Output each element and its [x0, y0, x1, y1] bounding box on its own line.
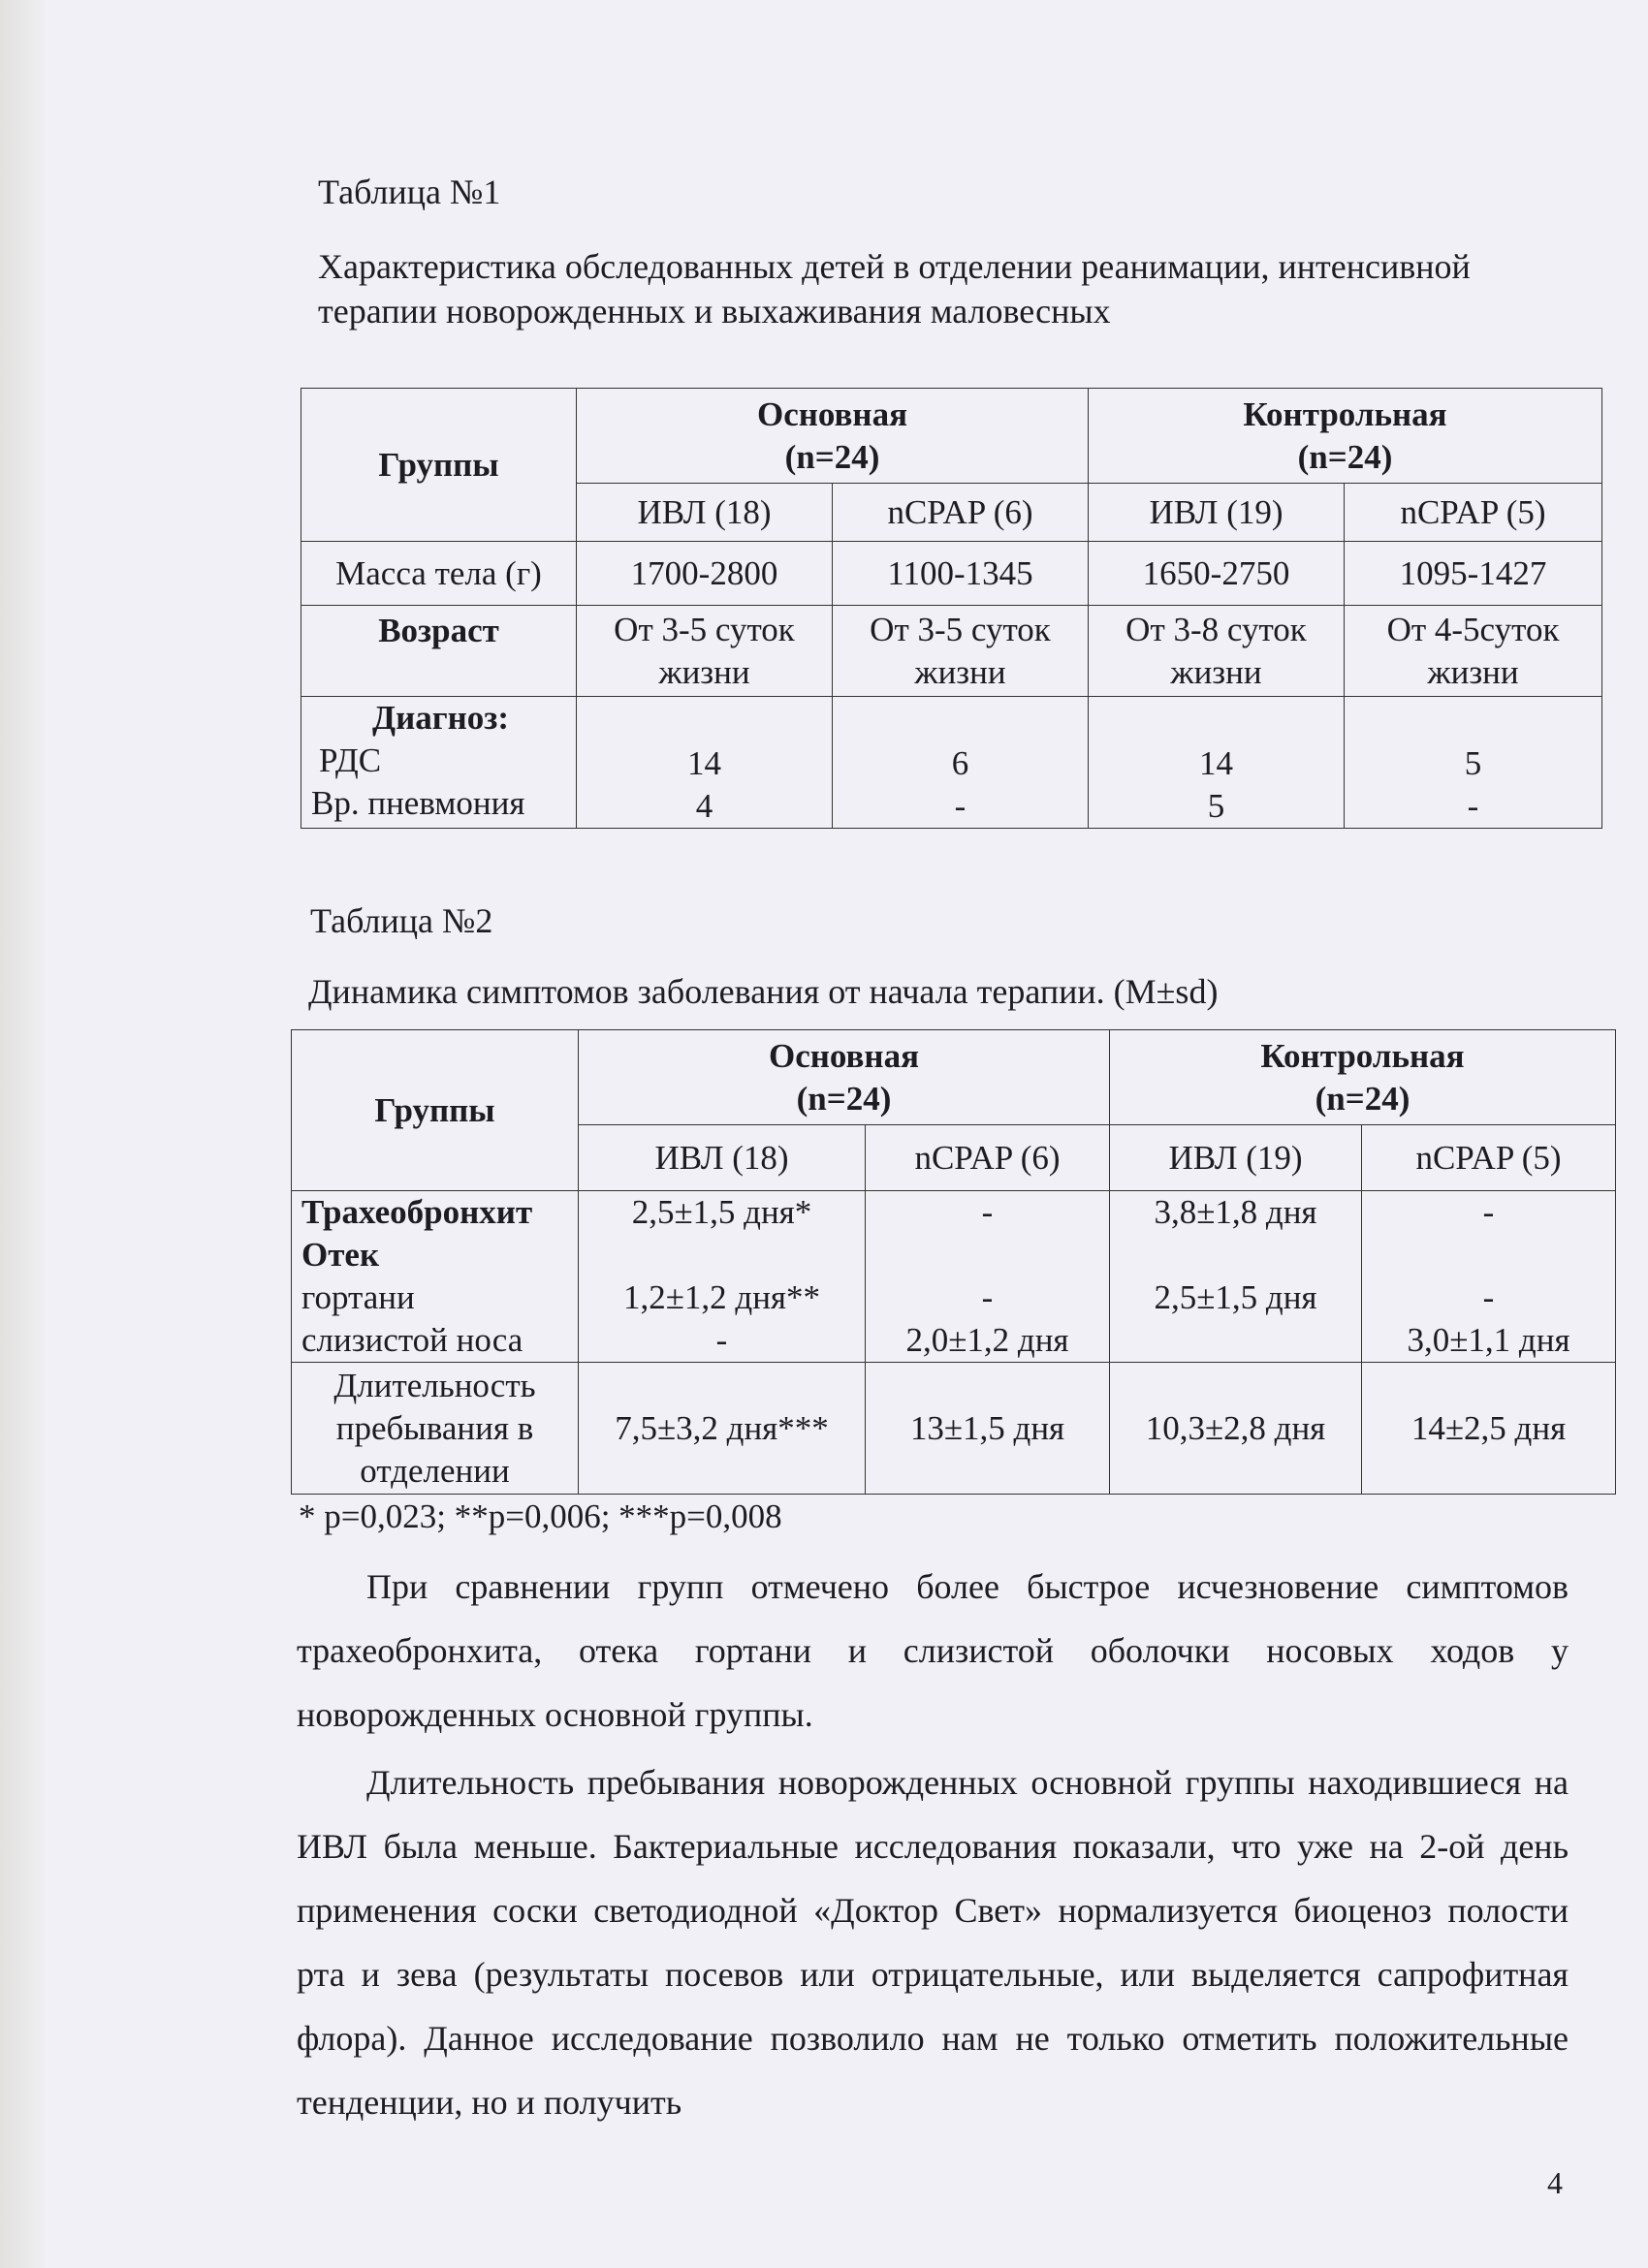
table-cell: 2,5±1,5 дня* 1,2±1,2 дня** -: [579, 1191, 866, 1363]
control-group-header: Контрольная (n=24): [1089, 389, 1602, 484]
table-cell: От 3-8 суток жизни: [1089, 606, 1345, 697]
table-cell: 1700-2800: [577, 542, 833, 606]
row-label-age: Возраст: [301, 606, 577, 697]
table-cell: От 3-5 суток жизни: [577, 606, 833, 697]
subgroup-header: ИВЛ (18): [579, 1125, 866, 1191]
table-cell: 13±1,5 дня: [866, 1363, 1110, 1495]
subgroup-header: ИВЛ (19): [1110, 1125, 1362, 1191]
row-label-symptoms: Трахеобронхит Отек гортани слизистой носа: [292, 1191, 579, 1363]
table-cell: 14±2,5 дня: [1362, 1363, 1616, 1495]
subgroup-header: ИВЛ (19): [1089, 484, 1345, 542]
table-cell: - - 3,0±1,1 дня: [1362, 1191, 1616, 1363]
subgroup-header: nCPAP (5): [1362, 1125, 1616, 1191]
table-cell: 3,8±1,8 дня 2,5±1,5 дня: [1110, 1191, 1362, 1363]
subgroup-header: nCPAP (6): [833, 484, 1089, 542]
subgroup-header: nCPAP (5): [1345, 484, 1602, 542]
table-cell: 14 5: [1089, 697, 1345, 829]
table1-caption: Характеристика обследованных детей в отделении реанимации, интенсивной терапии новорожденных и выхаживания маловесных: [318, 247, 1471, 331]
main-group-header: Основная (n=24): [577, 389, 1089, 484]
table2-label: Таблица №2: [310, 901, 493, 940]
table-cell: 6 -: [833, 697, 1089, 829]
table2-footnote: * p=0,023; **p=0,006; ***p=0,008: [299, 1497, 782, 1535]
page-number: 4: [1547, 2165, 1563, 2200]
table-cell: От 3-5 суток жизни: [833, 606, 1089, 697]
paragraph: При сравнении групп отмечено более быстрое исчезновение симптомов трахеобронхита, отека гортани и слизистой оболочки носовых ходов у новорожденных основной группы.: [297, 1567, 1569, 1734]
paragraph: Длительность пребывания новорожденных основной группы находившиеся на ИВЛ была меньше. Бактериальные исследования показали, что уже на 2-ой день применения соски светодиодной «Доктор Свет» нормализуется биоценоз полости рта и зева (результаты посевов или отрицательные, или выделяется сапрофитная флора). Данное исследование позволило нам не только отметить положительные тенденции, но и получить: [297, 1763, 1569, 2122]
table1-label: Таблица №1: [318, 173, 501, 211]
table1: [301, 388, 1602, 829]
row-label-stay: Длительность пребывания в отделении: [292, 1363, 579, 1495]
table-cell: 10,3±2,8 дня: [1110, 1363, 1362, 1495]
page-edge: [0, 0, 45, 2268]
groups-header: Группы: [301, 389, 577, 542]
subgroup-header: ИВЛ (18): [577, 484, 833, 542]
table-cell: 5 -: [1345, 697, 1602, 829]
row-label-diagnosis: Диагноз: РДС Вр. пневмония: [301, 697, 577, 829]
groups-header: Группы: [292, 1030, 579, 1191]
table-cell: - - 2,0±1,2 дня: [866, 1191, 1110, 1363]
table-cell: 14 4: [577, 697, 833, 829]
control-group-header: Контрольная (n=24): [1110, 1030, 1616, 1125]
main-group-header: Основная (n=24): [579, 1030, 1110, 1125]
table2: [291, 1029, 1616, 1495]
table2-caption: Динамика симптомов заболевания от начала терапии. (M±sd): [308, 972, 1219, 1011]
table-cell: 1650-2750: [1089, 542, 1345, 606]
table-cell: От 4-5суток жизни: [1345, 606, 1602, 697]
table-cell: 7,5±3,2 дня***: [579, 1363, 866, 1495]
table-cell: 1100-1345: [833, 542, 1089, 606]
subgroup-header: nCPAP (6): [866, 1125, 1110, 1191]
table-cell: 1095-1427: [1345, 542, 1602, 606]
row-label-mass: Масса тела (г): [301, 542, 577, 606]
